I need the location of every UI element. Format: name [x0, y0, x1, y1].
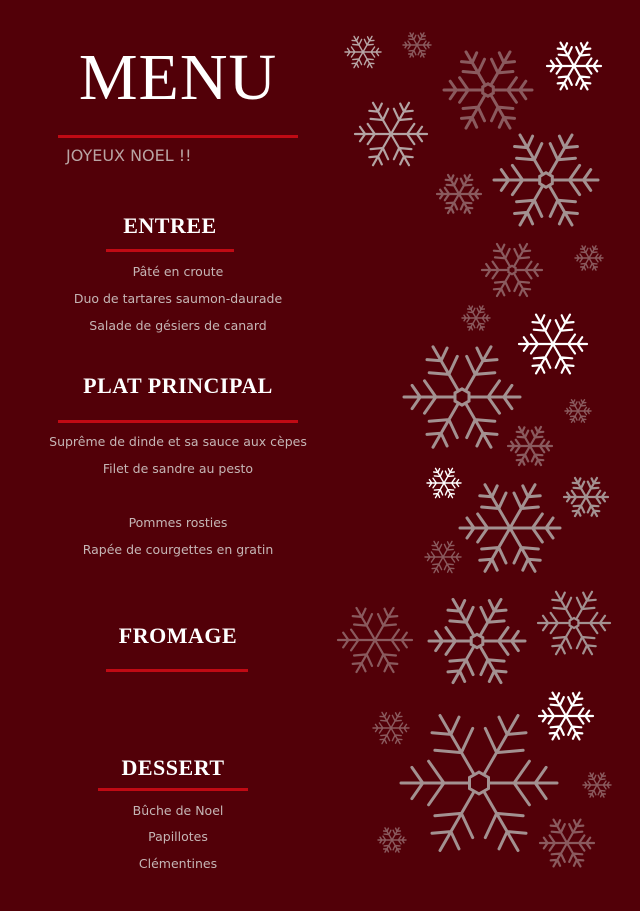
snowflake-icon — [444, 52, 532, 128]
snowflake-icon — [564, 478, 608, 516]
snowflake-icon — [378, 828, 406, 852]
section-underline-entree — [106, 249, 234, 252]
snowflake-icon — [404, 347, 520, 447]
menu-item: Pommes rosties — [128, 515, 228, 530]
section-underline-plat-principal — [58, 420, 298, 423]
snowflake-icon — [460, 485, 560, 572]
section-heading-fromage: FROMAGE — [118, 623, 238, 648]
snowflake-icon — [401, 716, 557, 851]
section-heading-plat-principal: PLAT PRINCIPAL — [83, 373, 273, 398]
snowflake-icon — [508, 427, 552, 465]
snowflake-icon — [355, 103, 427, 165]
greeting-subtitle: JOYEUX NOEL !! — [66, 146, 192, 165]
section-heading-dessert: DESSERT — [121, 755, 225, 780]
snowflake-icon — [429, 599, 525, 682]
snowflake-icon — [547, 43, 601, 90]
snowflake-icon — [575, 246, 603, 270]
snowflake-icon — [427, 468, 461, 497]
menu-item: Papillotes — [148, 829, 208, 844]
snowflake-icon — [540, 820, 594, 867]
section-underline-dessert — [98, 788, 248, 791]
snowflake-icon — [437, 175, 481, 213]
section-underline-fromage — [106, 669, 248, 672]
snowflake-icon — [345, 36, 381, 67]
snowflake-icon — [539, 693, 593, 740]
snowflake-icon — [338, 608, 412, 672]
menu-item: Salade de gésiers de canard — [89, 318, 267, 333]
menu-title: MENU — [78, 41, 278, 114]
snowflake-icon — [565, 400, 591, 423]
snowflake-icon — [403, 33, 431, 57]
menu-item: Filet de sandre au pesto — [102, 461, 254, 476]
menu-item: Bûche de Noel — [132, 803, 224, 818]
snowflake-icon — [482, 244, 542, 296]
snowflake-icon — [462, 306, 490, 330]
snowflake-icon — [425, 541, 461, 572]
section-heading-entree: ENTREE — [123, 213, 217, 238]
menu-item: Clémentines — [138, 856, 218, 871]
menu-item: Pâté en croute — [132, 264, 224, 279]
menu-item: Duo de tartares saumon-daurade — [73, 291, 283, 306]
snowflake-icon — [583, 773, 611, 797]
snowflake-icon — [373, 712, 409, 743]
snowflake-icon — [494, 135, 598, 225]
menu-item: Rapée de courgettes en gratin — [82, 542, 274, 557]
title-underline — [58, 135, 298, 138]
snowflake-icon — [538, 592, 610, 654]
menu-item: Suprême de dinde et sa sauce aux cèpes — [49, 434, 307, 449]
snowflake-icon — [519, 315, 587, 374]
